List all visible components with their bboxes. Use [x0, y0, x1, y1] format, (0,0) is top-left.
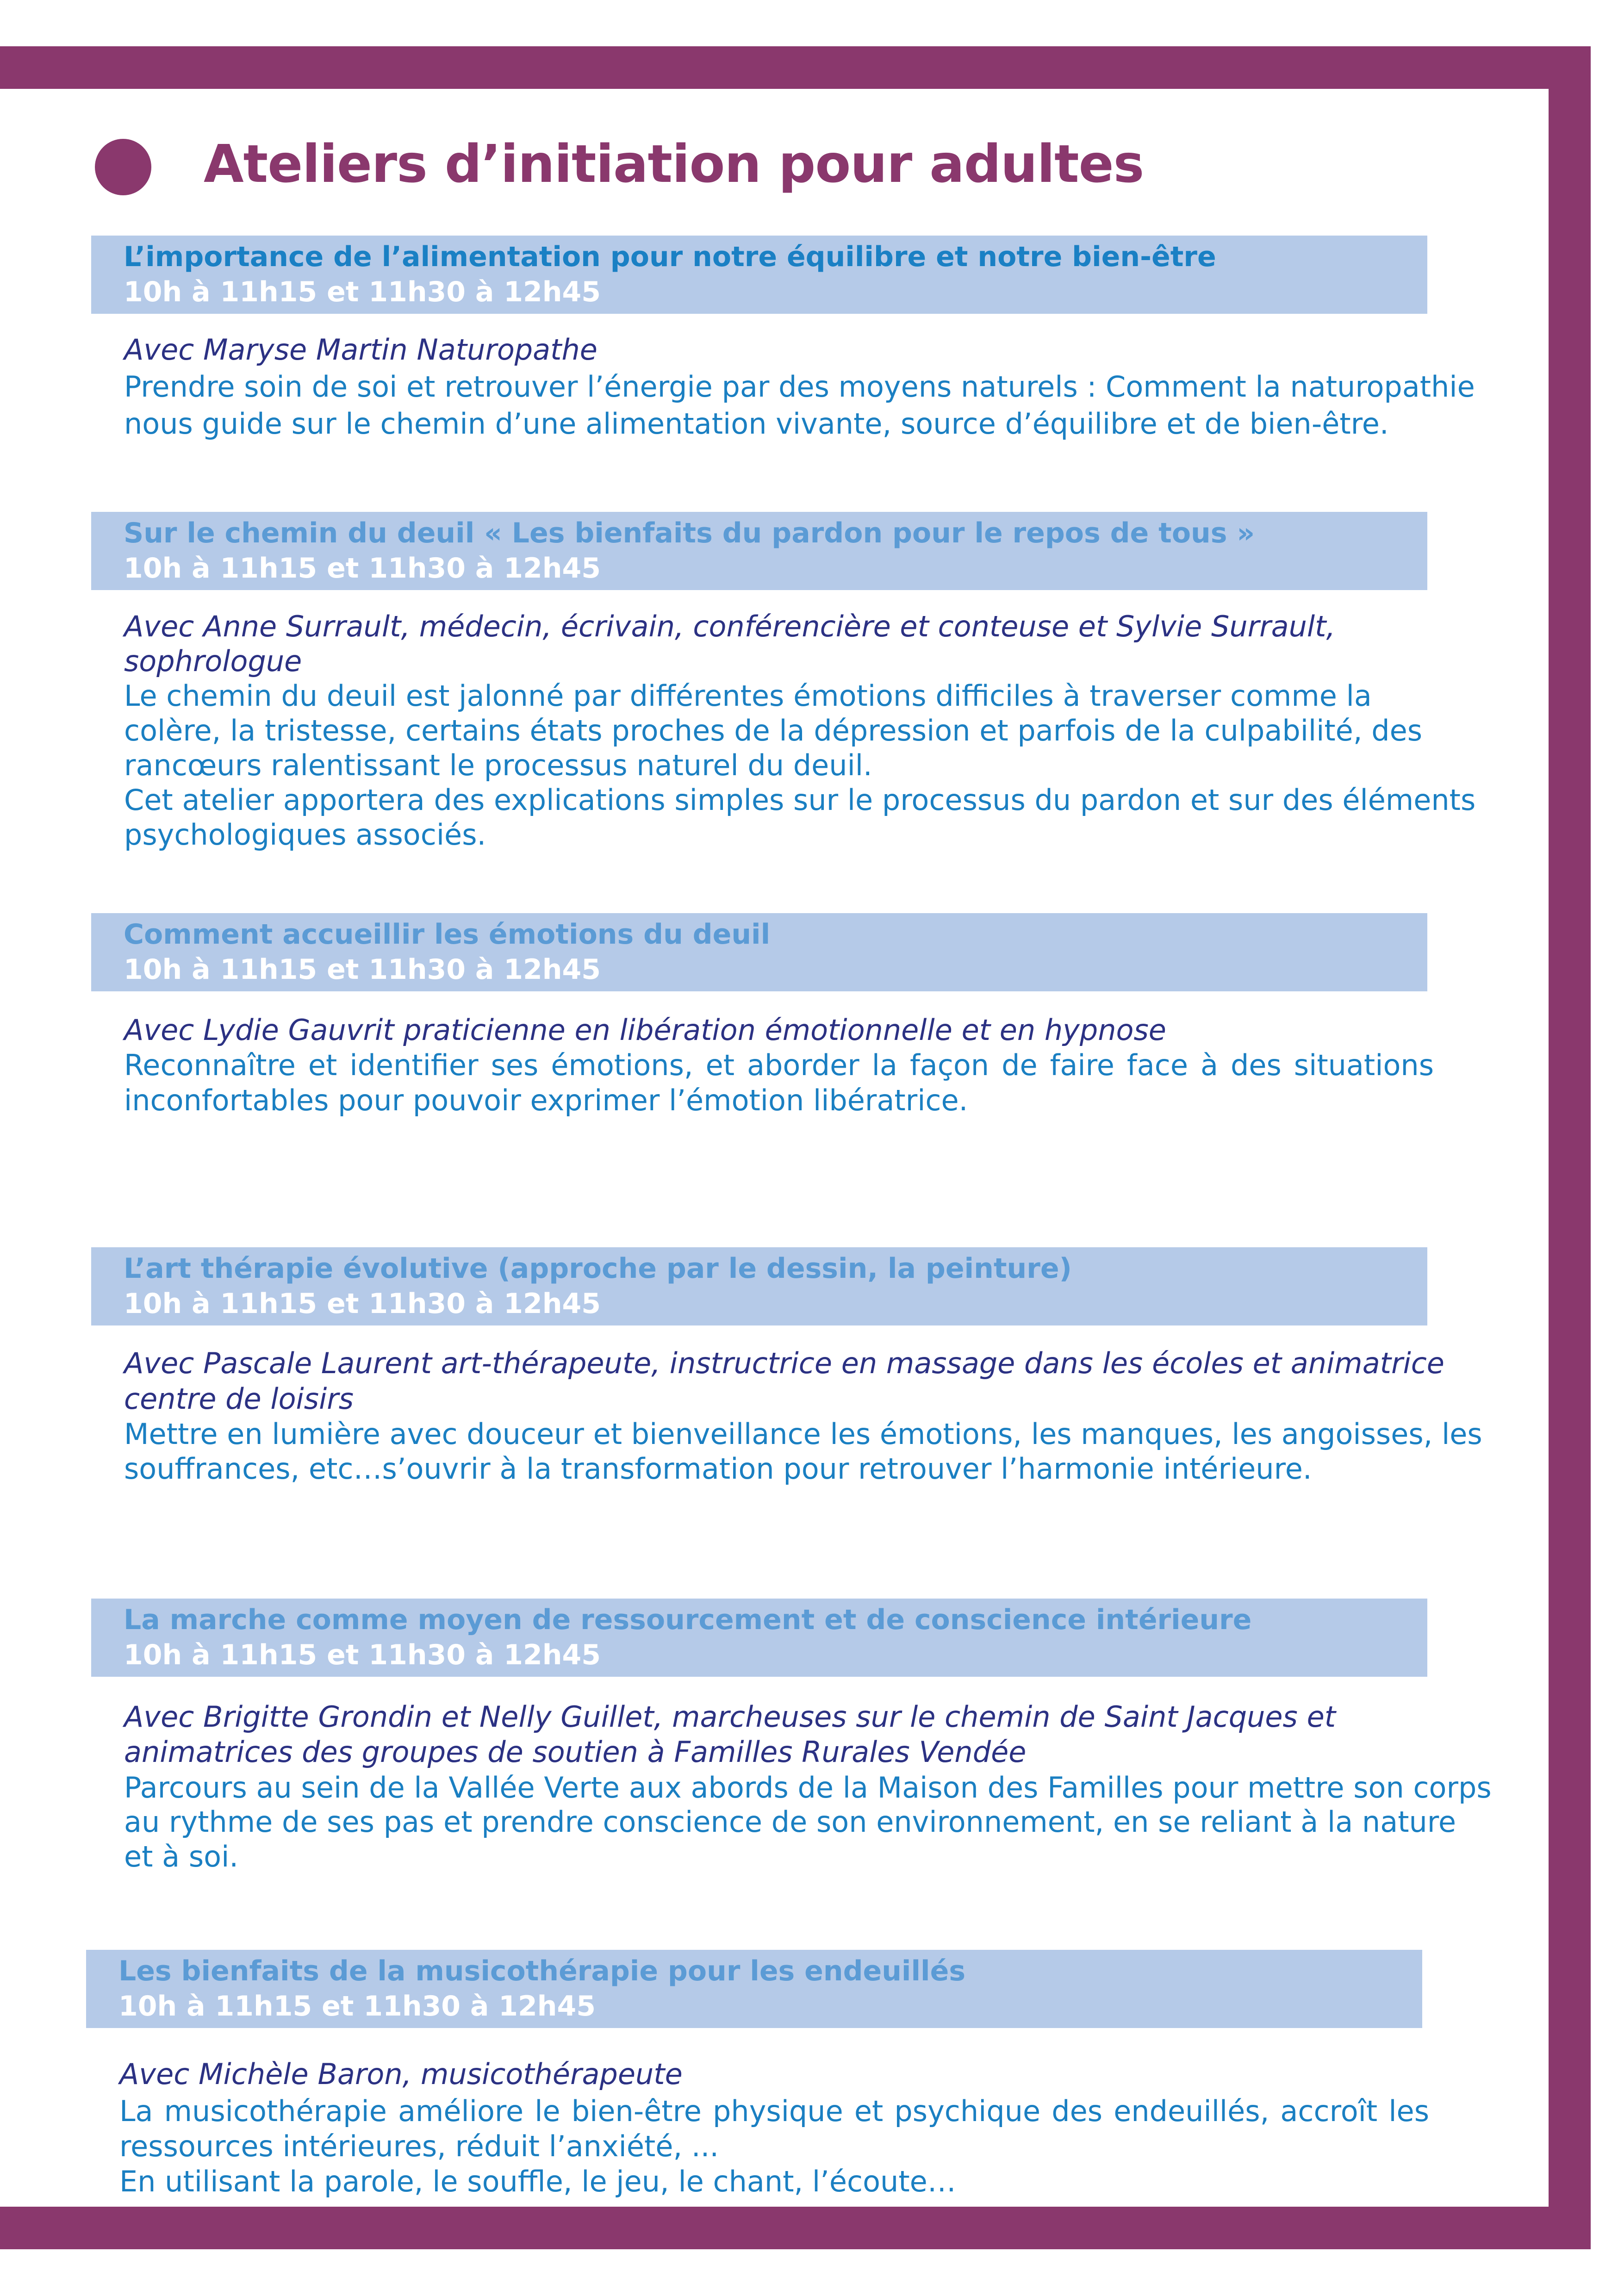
workshop-speaker: animatrices des groupes de soutien à Familles Rurales Vendée — [124, 1735, 1027, 1769]
workshop-speaker: Avec Pascale Laurent art-thérapeute, instructrice en massage dans les écoles et animatrice — [124, 1346, 1444, 1380]
workshop-speaker: centre de loisirs — [124, 1382, 354, 1416]
workshop-description: psychologiques associés. — [124, 818, 486, 852]
frame-bottom-bar — [0, 2207, 1591, 2249]
page-title: Ateliers d’initiation pour adultes — [204, 134, 1144, 194]
workshop-time: 10h à 11h15 et 11h30 à 12h45 — [124, 276, 601, 308]
workshop-description: nous guide sur le chemin d’une alimentation vivante, source d’équilibre et de bien-être. — [124, 407, 1389, 441]
workshop-time: 10h à 11h15 et 11h30 à 12h45 — [124, 1639, 601, 1671]
workshop-speaker: sophrologue — [124, 644, 302, 678]
workshop-description: Le chemin du deuil est jalonné par différentes émotions difficiles à traverser comme la — [124, 679, 1372, 713]
workshop-speaker: Avec Brigitte Grondin et Nelly Guillet, marcheuses sur le chemin de Saint Jacques et — [124, 1700, 1336, 1734]
workshop-description: Cet atelier apportera des explications simples sur le processus du pardon et sur des éléments — [124, 783, 1476, 817]
workshop-description: Parcours au sein de la Vallée Verte aux abords de la Maison des Familles pour mettre son corps — [124, 1771, 1492, 1804]
workshop-title: Sur le chemin du deuil « Les bienfaits du pardon pour le repos de tous » — [124, 517, 1255, 549]
workshop-description: ressources intérieures, réduit l’anxiété, ... — [119, 2129, 719, 2163]
workshop-time: 10h à 11h15 et 11h30 à 12h45 — [118, 1990, 596, 2022]
workshop-title: Les bienfaits de la musicothérapie pour les endeuillés — [118, 1955, 966, 1987]
workshop-description: au rythme de ses pas et prendre conscience de son environnement, en se reliant à la nature — [124, 1805, 1456, 1839]
workshop-title: La marche comme moyen de ressourcement et de conscience intérieure — [124, 1604, 1252, 1636]
workshop-title: L’importance de l’alimentation pour notre équilibre et notre bien-être — [124, 241, 1216, 273]
workshop-header — [86, 1950, 1422, 2028]
workshop-time: 10h à 11h15 et 11h30 à 12h45 — [124, 552, 601, 585]
workshop-header — [91, 512, 1427, 590]
workshop-description: En utilisant la parole, le souffle, le jeu, le chant, l’écoute… — [119, 2165, 956, 2198]
workshop-header — [91, 1247, 1427, 1325]
frame-top-bar — [0, 46, 1591, 89]
workshop-description: rancœurs ralentissant le processus naturel du deuil. — [124, 748, 872, 782]
workshop-time: 10h à 11h15 et 11h30 à 12h45 — [124, 1288, 601, 1320]
workshop-description: Prendre soin de soi et retrouver l’énergie par des moyens naturels : Comment la naturopathie — [124, 370, 1475, 404]
workshop-description: et à soi. — [124, 1840, 239, 1873]
workshop-description: Mettre en lumière avec douceur et bienveillance les émotions, les manques, les angoisses, les — [124, 1417, 1482, 1451]
workshop-title: Comment accueillir les émotions du deuil — [124, 918, 771, 951]
bullet-circle-icon — [95, 139, 151, 195]
workshop-title: L’art thérapie évolutive (approche par le dessin, la peinture) — [124, 1252, 1072, 1285]
workshop-header — [91, 236, 1427, 314]
frame-right-bar — [1549, 46, 1591, 2249]
workshop-description: colère, la tristesse, certains états proches de la dépression et parfois de la culpabilité, des — [124, 714, 1423, 747]
workshop-header — [91, 1599, 1427, 1677]
workshop-header — [91, 913, 1427, 991]
workshop-speaker: Avec Michèle Baron, musicothérapeute — [119, 2057, 683, 2091]
workshop-speaker: Avec Maryse Martin Naturopathe — [124, 333, 597, 367]
workshop-description: Reconnaître et identifier ses émotions, et aborder la façon de faire face à des situations — [124, 1048, 1434, 1082]
workshop-time: 10h à 11h15 et 11h30 à 12h45 — [124, 953, 601, 986]
workshop-speaker: Avec Lydie Gauvrit praticienne en libération émotionnelle et en hypnose — [124, 1013, 1166, 1047]
workshop-description: La musicothérapie améliore le bien-être physique et psychique des endeuillés, accroît les — [119, 2094, 1429, 2128]
workshop-description: souffrances, etc…s’ouvrir à la transformation pour retrouver l’harmonie intérieure. — [124, 1452, 1312, 1486]
workshop-description: inconfortables pour pouvoir exprimer l’émotion libératrice. — [124, 1083, 968, 1117]
workshop-speaker: Avec Anne Surrault, médecin, écrivain, conférencière et conteuse et Sylvie Surrault, — [124, 610, 1336, 643]
